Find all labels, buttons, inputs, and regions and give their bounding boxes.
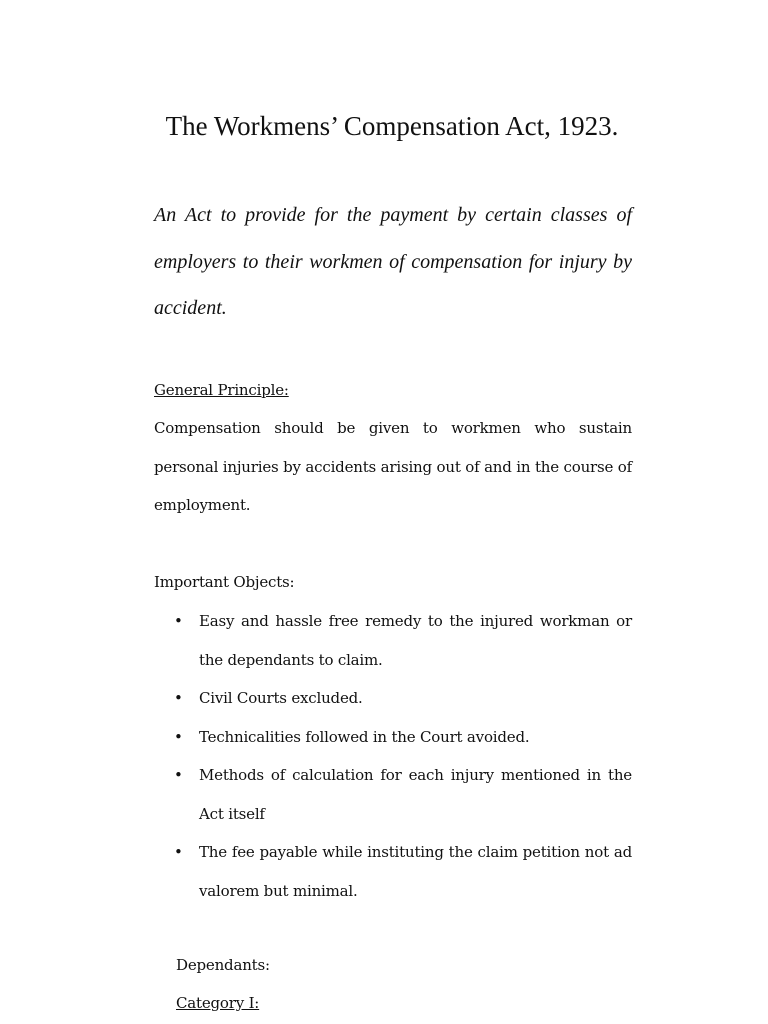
act-preamble: An Act to provide for the payment by certain classes of employers to their workmen of compensation for injury by accident.	[154, 204, 632, 319]
general-principle-heading: General Principle:	[154, 381, 289, 399]
bullet-icon: •	[174, 843, 183, 861]
list-item-text: Technicalities followed in the Court avoided.	[199, 727, 530, 746]
bullet-icon: •	[174, 689, 183, 707]
general-principle-text: Compensation should be given to workmen who sustain personal injuries by accidents arising out of and in the course of employment.	[154, 419, 632, 514]
list-item	[154, 756, 632, 833]
list-item	[154, 679, 632, 718]
list-item-text: Civil Courts excluded.	[199, 689, 363, 707]
bullet-icon: •	[174, 612, 183, 630]
list-item	[154, 602, 632, 679]
important-objects-heading: Important Objects:	[154, 573, 295, 591]
bullet-icon: •	[174, 766, 183, 784]
list-item-text: Methods of calculation for each injury mentioned in the Act itself	[199, 766, 632, 823]
document-title: The Workmens’ Compensation Act, 1923.	[165, 111, 619, 141]
list-item-text: The fee payable while instituting the claim petition not ad valorem but minimal.	[199, 843, 632, 900]
dependants-heading: Dependants:	[176, 956, 270, 974]
list-item	[154, 833, 632, 910]
important-objects-list	[154, 602, 632, 910]
list-item-text: Easy and hassle free remedy to the injured workman or the dependants to claim.	[199, 612, 632, 669]
category-heading: Category I:	[176, 994, 260, 1012]
bullet-icon: •	[174, 727, 183, 746]
list-item	[154, 718, 632, 757]
